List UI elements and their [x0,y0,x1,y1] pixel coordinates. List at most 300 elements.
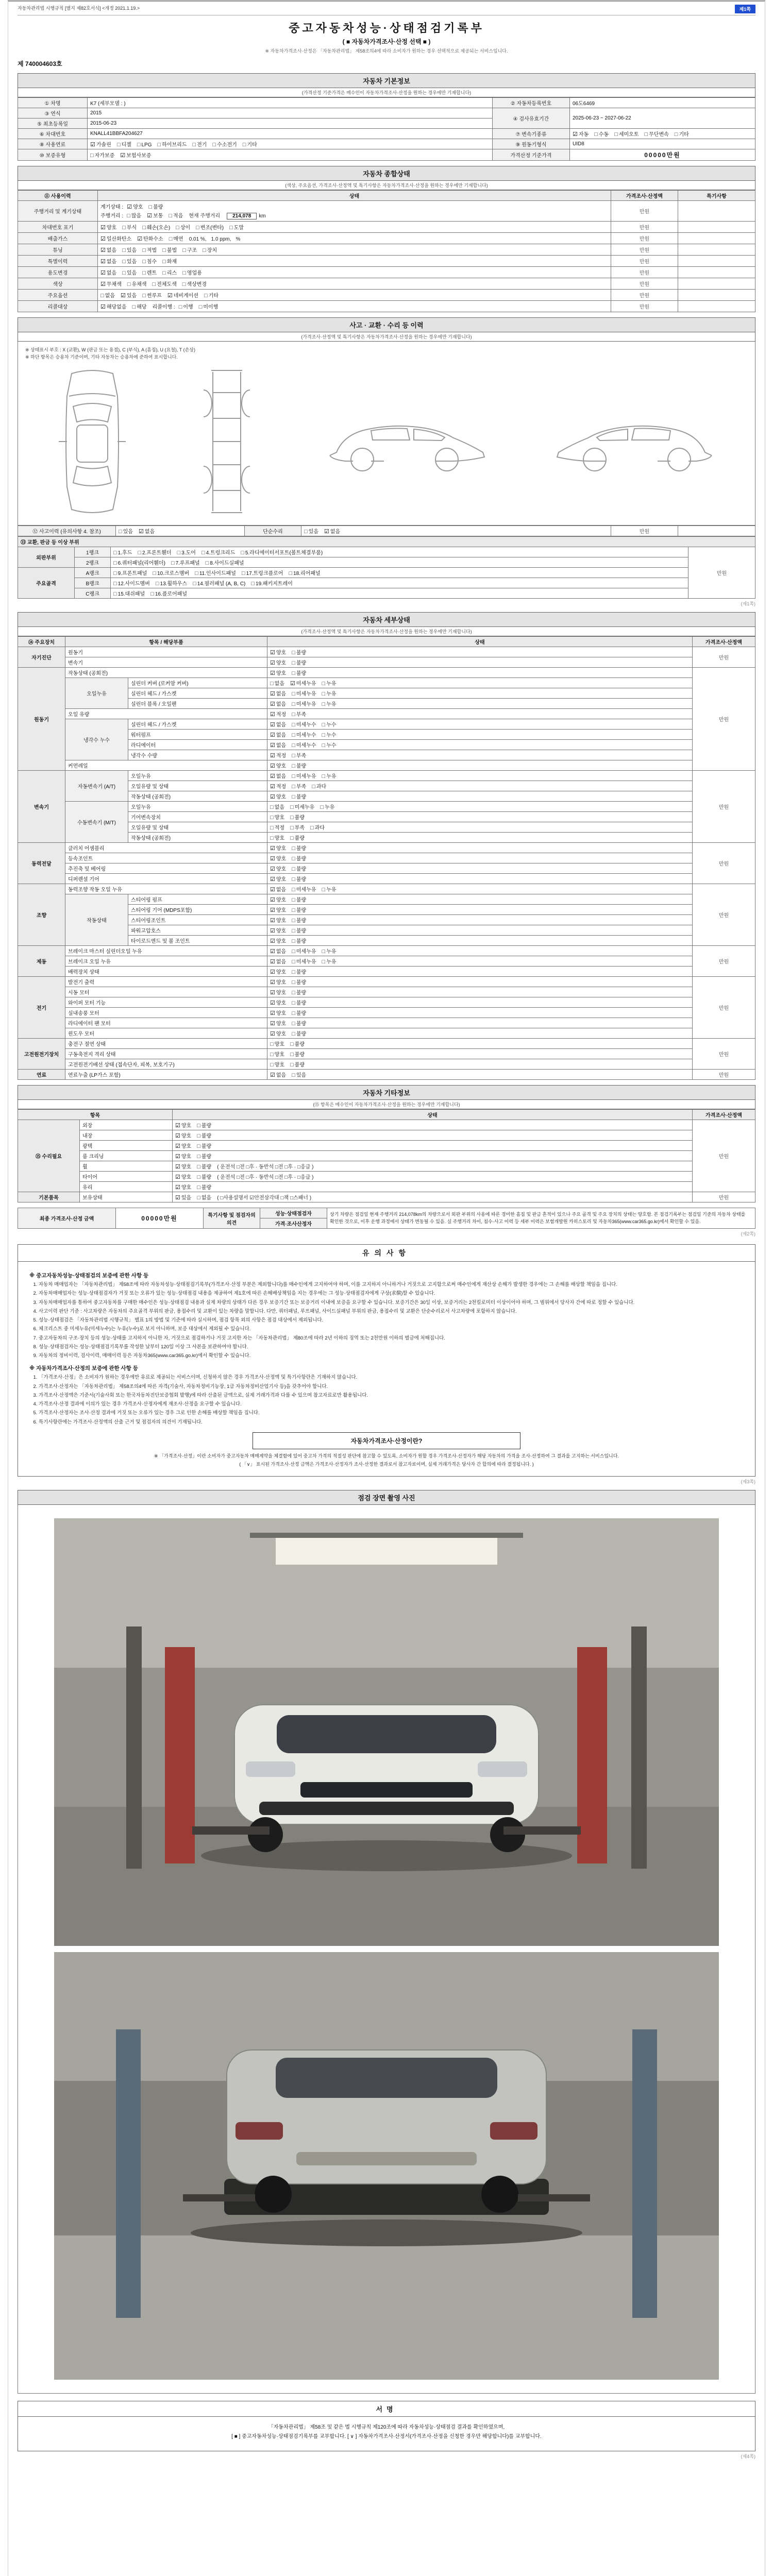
checkbox-unchecked-icon[interactable]: □ [292,845,295,852]
checkbox-option[interactable] [197,1195,211,1201]
checkbox-unchecked-icon[interactable]: □ [100,293,104,299]
checkbox-unchecked-icon[interactable]: □ [150,591,154,597]
checkbox-checked-icon[interactable]: ☑ [573,131,578,138]
checkbox-option[interactable] [122,259,137,265]
checkbox-checked-icon[interactable]: ☑ [167,293,173,299]
checkbox-unchecked-icon[interactable]: □ [90,152,94,159]
checkbox-unchecked-icon[interactable]: □ [169,213,173,219]
checkbox-checked-icon[interactable]: ☑ [270,918,275,924]
checkbox-checked-icon[interactable]: ☑ [175,1195,180,1201]
checkbox-unchecked-icon[interactable]: □ [251,581,255,587]
checkbox-checked-icon[interactable]: ☑ [270,711,275,718]
checkbox-option[interactable] [243,142,257,148]
checkbox-unchecked-icon[interactable]: □ [113,550,117,556]
checkbox-option[interactable] [270,877,286,883]
checkbox-option[interactable] [292,1073,306,1078]
checkbox-unchecked-icon[interactable]: □ [292,928,295,934]
checkbox-option[interactable] [113,561,165,566]
checkbox-unchecked-icon[interactable]: □ [290,825,294,831]
checkbox-unchecked-icon[interactable]: □ [289,570,293,577]
checkbox-unchecked-icon[interactable]: □ [196,225,199,231]
checkbox-option[interactable] [119,529,133,535]
checkbox-option[interactable] [573,132,589,138]
checkbox-option[interactable] [312,784,326,790]
checkbox-option[interactable] [292,980,306,986]
checkbox-option[interactable] [292,774,316,779]
checkbox-option[interactable] [270,660,286,666]
checkbox-checked-icon[interactable]: ☑ [270,1072,275,1078]
checkbox-option[interactable] [270,733,286,738]
checkbox-option[interactable] [197,1185,211,1191]
checkbox-checked-icon[interactable]: ☑ [90,142,95,148]
checkbox-unchecked-icon[interactable]: □ [113,581,117,587]
checkbox-unchecked-icon[interactable]: □ [292,876,295,883]
checkbox-option[interactable] [322,887,337,893]
checkbox-unchecked-icon[interactable]: □ [322,701,326,707]
checkbox-checked-icon[interactable]: ☑ [270,856,275,862]
checkbox-unchecked-icon[interactable]: □ [674,131,678,138]
checkbox-unchecked-icon[interactable]: □ [292,1010,295,1016]
checkbox-unchecked-icon[interactable]: □ [229,225,233,231]
checkbox-option[interactable] [113,591,145,597]
checkbox-option[interactable] [322,743,337,749]
checkbox-option[interactable] [292,1011,306,1016]
checkbox-unchecked-icon[interactable]: □ [292,1072,295,1078]
checkbox-unchecked-icon[interactable]: □ [197,1133,200,1139]
checkbox-unchecked-icon[interactable]: □ [195,570,198,577]
checkbox-option[interactable] [675,132,689,138]
checkbox-option[interactable] [292,743,316,749]
checkbox-checked-icon[interactable]: ☑ [270,887,275,893]
checkbox-option[interactable] [292,949,316,955]
checkbox-option[interactable] [182,282,207,287]
checkbox-option[interactable] [292,660,306,666]
checkbox-unchecked-icon[interactable]: □ [320,804,324,810]
checkbox-unchecked-icon[interactable]: □ [197,1184,200,1191]
checkbox-option[interactable] [292,784,306,790]
checkbox-unchecked-icon[interactable]: □ [241,550,244,556]
checkbox-option[interactable] [322,774,337,779]
checkbox-option[interactable] [270,815,284,821]
checkbox-option[interactable] [292,939,306,944]
checkbox-option[interactable] [142,248,157,253]
checkbox-option[interactable] [292,1021,306,1027]
checkbox-unchecked-icon[interactable]: □ [644,131,648,138]
checkbox-option[interactable] [197,1175,211,1180]
checkbox-option[interactable] [290,1052,305,1058]
checkbox-checked-icon[interactable]: ☑ [270,876,275,883]
checkbox-option[interactable] [127,282,147,287]
checkbox-checked-icon[interactable]: ☑ [270,701,275,707]
checkbox-unchecked-icon[interactable]: □ [322,722,326,728]
checkbox-unchecked-icon[interactable]: □ [169,236,173,242]
checkbox-option[interactable] [292,928,306,934]
checkbox-option[interactable] [270,1062,284,1068]
checkbox-unchecked-icon[interactable]: □ [162,247,166,253]
checkbox-unchecked-icon[interactable]: □ [113,560,117,566]
checkbox-option[interactable] [229,225,244,231]
checkbox-option[interactable] [270,1052,284,1058]
checkbox-unchecked-icon[interactable]: □ [290,804,294,810]
checkbox-option[interactable] [175,1123,191,1129]
checkbox-option[interactable] [292,650,306,656]
checkbox-checked-icon[interactable]: ☑ [175,1154,180,1160]
checkbox-unchecked-icon[interactable]: □ [122,247,126,253]
checkbox-checked-icon[interactable]: ☑ [270,959,275,965]
checkbox-option[interactable] [292,1001,306,1006]
checkbox-checked-icon[interactable]: ☑ [270,1021,275,1027]
checkbox-unchecked-icon[interactable]: □ [197,1174,200,1180]
checkbox-unchecked-icon[interactable]: □ [270,1062,274,1068]
checkbox-option[interactable] [270,980,286,986]
checkbox-option[interactable] [292,877,306,883]
checkbox-option[interactable] [169,236,183,242]
checkbox-option[interactable] [175,1185,191,1191]
checkbox-unchecked-icon[interactable]: □ [122,225,126,231]
checkbox-option[interactable] [290,805,314,810]
checkbox-option[interactable] [203,248,217,253]
checkbox-option[interactable] [322,722,337,728]
checkbox-option[interactable] [644,132,668,138]
checkbox-option[interactable] [242,571,283,577]
checkbox-unchecked-icon[interactable]: □ [322,691,326,697]
checkbox-option[interactable] [292,959,316,965]
checkbox-unchecked-icon[interactable]: □ [132,304,136,310]
checkbox-option[interactable] [270,918,286,924]
checkbox-checked-icon[interactable]: ☑ [100,225,106,231]
checkbox-option[interactable] [292,990,306,996]
checkbox-unchecked-icon[interactable]: □ [614,131,618,138]
checkbox-unchecked-icon[interactable]: □ [142,225,146,231]
checkbox-unchecked-icon[interactable]: □ [322,732,326,738]
checkbox-unchecked-icon[interactable]: □ [127,213,130,219]
checkbox-unchecked-icon[interactable]: □ [241,570,245,577]
checkbox-option[interactable] [322,702,337,707]
checkbox-option[interactable] [90,142,111,148]
checkbox-option[interactable] [158,142,187,148]
checkbox-unchecked-icon[interactable]: □ [292,897,295,903]
checkbox-option[interactable] [142,270,157,276]
checkbox-checked-icon[interactable]: ☑ [270,784,275,790]
checkbox-unchecked-icon[interactable]: □ [162,259,166,265]
checkbox-unchecked-icon[interactable]: □ [292,969,295,975]
checkbox-unchecked-icon[interactable]: □ [198,304,203,310]
checkbox-option[interactable] [90,153,114,159]
checkbox-checked-icon[interactable]: ☑ [100,236,106,242]
checkbox-option[interactable] [270,1042,284,1047]
checkbox-checked-icon[interactable]: ☑ [120,152,126,159]
checkbox-unchecked-icon[interactable]: □ [290,835,294,841]
checkbox-option[interactable] [270,959,286,965]
checkbox-unchecked-icon[interactable]: □ [119,529,122,535]
checkbox-unchecked-icon[interactable]: □ [113,570,117,577]
checkbox-unchecked-icon[interactable]: □ [292,794,295,800]
checkbox-option[interactable] [292,733,316,738]
checkbox-option[interactable] [206,561,244,566]
checkbox-unchecked-icon[interactable]: □ [178,304,182,310]
checkbox-option[interactable] [292,918,306,924]
checkbox-checked-icon[interactable]: ☑ [324,529,329,535]
checkbox-checked-icon[interactable]: ☑ [138,529,144,535]
checkbox-checked-icon[interactable]: ☑ [270,1010,275,1016]
checkbox-option[interactable] [290,815,305,821]
checkbox-option[interactable] [270,805,284,810]
checkbox-unchecked-icon[interactable]: □ [197,1195,200,1201]
checkbox-checked-icon[interactable]: ☑ [270,742,275,749]
checkbox-option[interactable] [176,225,190,231]
checkbox-option[interactable] [292,867,306,872]
checkbox-unchecked-icon[interactable]: □ [292,990,295,996]
checkbox-option[interactable] [196,225,224,231]
checkbox-option[interactable] [150,591,187,597]
checkbox-option[interactable] [322,681,337,687]
checkbox-option[interactable] [322,949,337,955]
checkbox-checked-icon[interactable]: ☑ [100,247,106,253]
checkbox-checked-icon[interactable]: ☑ [270,660,275,666]
checkbox-unchecked-icon[interactable]: □ [152,281,156,287]
checkbox-option[interactable] [195,571,236,577]
checkbox-unchecked-icon[interactable]: □ [137,142,141,148]
checkbox-option[interactable] [292,753,306,759]
checkbox-unchecked-icon[interactable]: □ [193,581,196,587]
checkbox-option[interactable] [132,304,147,310]
checkbox-option[interactable] [270,970,286,975]
checkbox-checked-icon[interactable]: ☑ [270,722,275,728]
checkbox-unchecked-icon[interactable]: □ [142,247,146,253]
checkbox-unchecked-icon[interactable]: □ [292,866,295,872]
checkbox-unchecked-icon[interactable]: □ [138,550,141,556]
checkbox-checked-icon[interactable]: ☑ [175,1174,180,1180]
checkbox-unchecked-icon[interactable]: □ [310,825,314,831]
checkbox-unchecked-icon[interactable]: □ [203,247,206,253]
checkbox-unchecked-icon[interactable]: □ [242,142,246,148]
checkbox-unchecked-icon[interactable]: □ [292,732,295,738]
checkbox-option[interactable] [175,1133,191,1139]
checkbox-unchecked-icon[interactable]: □ [162,270,166,276]
checkbox-checked-icon[interactable]: ☑ [100,259,106,265]
checkbox-option[interactable] [270,990,286,996]
checkbox-unchecked-icon[interactable]: □ [322,959,326,965]
checkbox-unchecked-icon[interactable]: □ [292,938,295,944]
checkbox-unchecked-icon[interactable]: □ [292,773,295,779]
checkbox-option[interactable] [322,691,337,697]
checkbox-option[interactable] [270,846,286,852]
checkbox-unchecked-icon[interactable]: □ [182,281,186,287]
checkbox-option[interactable] [270,691,286,697]
checkbox-option[interactable] [153,282,177,287]
checkbox-unchecked-icon[interactable]: □ [197,1143,200,1149]
checkbox-unchecked-icon[interactable]: □ [292,979,295,986]
checkbox-unchecked-icon[interactable]: □ [127,281,131,287]
checkbox-unchecked-icon[interactable]: □ [270,825,274,831]
checkbox-option[interactable] [175,1154,191,1160]
checkbox-unchecked-icon[interactable]: □ [304,529,308,535]
checkbox-unchecked-icon[interactable]: □ [292,660,295,666]
checkbox-checked-icon[interactable]: ☑ [270,938,275,944]
checkbox-checked-icon[interactable]: ☑ [270,732,275,738]
checkbox-option[interactable] [122,225,137,231]
checkbox-unchecked-icon[interactable]: □ [292,856,295,862]
checkbox-option[interactable] [192,142,207,148]
checkbox-option[interactable] [322,733,337,738]
checkbox-unchecked-icon[interactable]: □ [270,804,274,810]
checkbox-unchecked-icon[interactable]: □ [205,560,209,566]
checkbox-checked-icon[interactable]: ☑ [175,1123,180,1129]
checkbox-checked-icon[interactable]: ☑ [270,753,275,759]
checkbox-option[interactable] [171,561,200,566]
checkbox-option[interactable] [270,1073,286,1078]
checkbox-unchecked-icon[interactable]: □ [290,1041,294,1047]
checkbox-option[interactable] [270,939,286,944]
checkbox-checked-icon[interactable]: ☑ [137,236,143,242]
checkbox-option[interactable] [197,1144,211,1149]
checkbox-option[interactable] [100,282,122,287]
checkbox-option[interactable] [270,702,286,707]
checkbox-checked-icon[interactable]: ☑ [270,1000,275,1006]
checkbox-checked-icon[interactable]: ☑ [100,270,106,276]
checkbox-checked-icon[interactable]: ☑ [175,1133,180,1139]
checkbox-option[interactable] [121,293,137,299]
checkbox-option[interactable] [322,959,337,965]
checkbox-unchecked-icon[interactable]: □ [292,1031,295,1037]
checkbox-option[interactable] [147,213,163,219]
checkbox-checked-icon[interactable]: ☑ [100,304,106,310]
checkbox-checked-icon[interactable]: ☑ [100,281,106,287]
checkbox-checked-icon[interactable]: ☑ [127,204,132,210]
checkbox-option[interactable] [270,867,286,872]
checkbox-unchecked-icon[interactable]: □ [142,259,146,265]
checkbox-option[interactable] [113,550,132,556]
checkbox-option[interactable] [113,571,147,577]
checkbox-unchecked-icon[interactable]: □ [292,959,295,965]
checkbox-unchecked-icon[interactable]: □ [157,142,161,148]
checkbox-checked-icon[interactable]: ☑ [270,650,275,656]
checkbox-option[interactable] [292,846,306,852]
checkbox-option[interactable] [270,897,286,903]
checkbox-option[interactable] [292,671,306,676]
checkbox-option[interactable] [177,550,196,556]
checkbox-option[interactable] [251,581,293,587]
checkbox-unchecked-icon[interactable]: □ [171,560,175,566]
checkbox-option[interactable] [162,248,177,253]
checkbox-option[interactable] [614,132,638,138]
checkbox-option[interactable] [290,1062,305,1068]
checkbox-option[interactable] [156,581,187,587]
checkbox-unchecked-icon[interactable]: □ [204,293,208,299]
checkbox-option[interactable] [270,1011,286,1016]
checkbox-unchecked-icon[interactable]: □ [322,948,326,955]
checkbox-option[interactable] [142,225,170,231]
checkbox-option[interactable] [270,825,284,831]
checkbox-option[interactable] [594,132,609,138]
checkbox-unchecked-icon[interactable]: □ [155,581,159,587]
checkbox-unchecked-icon[interactable]: □ [292,1000,295,1006]
checkbox-checked-icon[interactable]: ☑ [270,1031,275,1037]
checkbox-option[interactable] [310,825,325,831]
checkbox-option[interactable] [270,743,286,749]
checkbox-option[interactable] [270,1031,286,1037]
checkbox-option[interactable] [270,928,286,934]
checkbox-unchecked-icon[interactable]: □ [270,681,274,687]
checkbox-unchecked-icon[interactable]: □ [322,742,326,749]
checkbox-option[interactable] [148,205,163,210]
checkbox-unchecked-icon[interactable]: □ [290,1052,294,1058]
checkbox-option[interactable] [137,142,152,148]
checkbox-option[interactable] [270,908,286,913]
checkbox-option[interactable] [292,887,316,893]
checkbox-option[interactable] [142,293,162,299]
checkbox-unchecked-icon[interactable]: □ [116,142,121,148]
checkbox-unchecked-icon[interactable]: □ [122,270,126,276]
checkbox-option[interactable] [137,236,163,242]
checkbox-unchecked-icon[interactable]: □ [290,815,294,821]
checkbox-checked-icon[interactable]: ☑ [175,1143,180,1149]
checkbox-option[interactable] [270,949,286,955]
checkbox-unchecked-icon[interactable]: □ [197,1123,200,1129]
checkbox-option[interactable] [292,794,306,800]
checkbox-option[interactable] [142,259,157,265]
checkbox-unchecked-icon[interactable]: □ [270,815,274,821]
checkbox-option[interactable] [197,1123,211,1129]
checkbox-checked-icon[interactable]: ☑ [270,948,275,955]
checkbox-checked-icon[interactable]: ☑ [270,897,275,903]
checkbox-checked-icon[interactable]: ☑ [270,773,275,779]
checkbox-unchecked-icon[interactable]: □ [292,650,295,656]
checkbox-option[interactable] [122,270,137,276]
checkbox-option[interactable] [270,722,286,728]
checkbox-unchecked-icon[interactable]: □ [292,948,295,955]
checkbox-unchecked-icon[interactable]: □ [142,270,146,276]
checkbox-unchecked-icon[interactable]: □ [270,1041,274,1047]
checkbox-option[interactable] [304,529,318,535]
checkbox-unchecked-icon[interactable]: □ [292,1021,295,1027]
checkbox-checked-icon[interactable]: ☑ [270,907,275,913]
checkbox-option[interactable] [292,702,316,707]
checkbox-unchecked-icon[interactable]: □ [113,591,117,597]
checkbox-option[interactable] [290,836,305,841]
checkbox-option[interactable] [100,304,127,310]
checkbox-checked-icon[interactable]: ☑ [270,691,275,697]
checkbox-unchecked-icon[interactable]: □ [292,784,295,790]
checkbox-option[interactable] [292,764,306,769]
checkbox-option[interactable] [270,774,286,779]
checkbox-option[interactable] [193,581,245,587]
checkbox-option[interactable] [117,142,131,148]
checkbox-option[interactable] [292,1031,306,1037]
checkbox-option[interactable] [212,142,237,148]
checkbox-unchecked-icon[interactable]: □ [148,204,153,210]
checkbox-option[interactable] [122,248,137,253]
checkbox-unchecked-icon[interactable]: □ [322,773,326,779]
checkbox-option[interactable] [289,571,320,577]
checkbox-option[interactable] [169,213,183,219]
checkbox-unchecked-icon[interactable]: □ [594,131,598,138]
checkbox-option[interactable] [270,887,286,893]
checkbox-checked-icon[interactable]: ☑ [270,794,275,800]
checkbox-option[interactable] [292,908,306,913]
checkbox-unchecked-icon[interactable]: □ [290,1062,294,1068]
checkbox-option[interactable] [197,1154,211,1160]
checkbox-option[interactable] [270,794,286,800]
checkbox-option[interactable] [292,856,306,862]
checkbox-option[interactable] [138,550,171,556]
checkbox-option[interactable] [182,248,197,253]
checkbox-checked-icon[interactable]: ☑ [270,979,275,986]
checkbox-unchecked-icon[interactable]: □ [197,1164,200,1170]
checkbox-option[interactable] [100,248,116,253]
checkbox-option[interactable] [270,764,286,769]
checkbox-unchecked-icon[interactable]: □ [177,550,181,556]
